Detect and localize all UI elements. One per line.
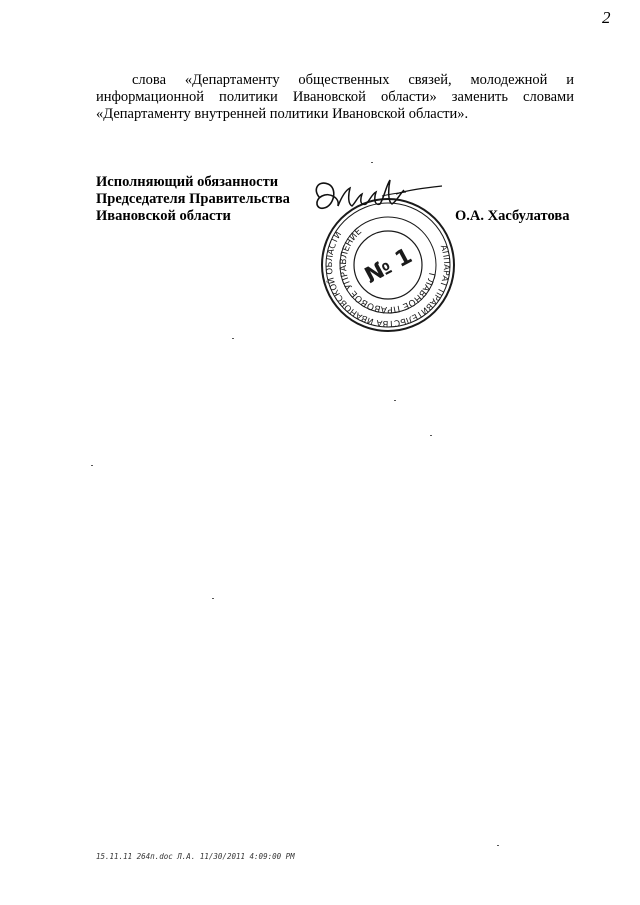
handwritten-signature — [308, 176, 446, 232]
document-footer: 15.11.11 264п.doc Л.А. 11/30/2011 4:09:00 PM — [96, 852, 295, 861]
signatory-name: О.А. Хасбулатова — [455, 208, 570, 224]
signatory-position-line-2: Председателя Правительства — [96, 191, 290, 207]
scan-speck — [371, 162, 373, 163]
signatory-position-line-1: Исполняющий обязанности — [96, 174, 279, 190]
scan-speck — [394, 400, 396, 401]
scan-speck — [232, 338, 234, 339]
scan-speck — [497, 845, 499, 846]
signatory-position — [96, 174, 326, 225]
signatory-position-line-3: Ивановской области — [96, 208, 231, 224]
stamp-center-text: № 1 — [361, 243, 417, 289]
body-paragraph: слова «Департаменту общественных связей, молодежной и информационной политики Ивановской области» заменить словами «Департаменту внутренней политики Ивановской области». — [96, 72, 574, 122]
scan-speck — [91, 465, 93, 466]
scan-speck — [430, 435, 432, 436]
page-number: 2 — [602, 8, 611, 27]
stamp-inner-text: ГЛАВНОЕ ПРАВОВОЕ УПРАВЛЕНИЕ — [338, 226, 437, 315]
scan-speck — [212, 598, 214, 599]
stamp-outer-text: АППАРАТ ПРАВИТЕЛЬСТВА ИВАНОВСКОЙ ОБЛАСТИ — [324, 230, 452, 329]
